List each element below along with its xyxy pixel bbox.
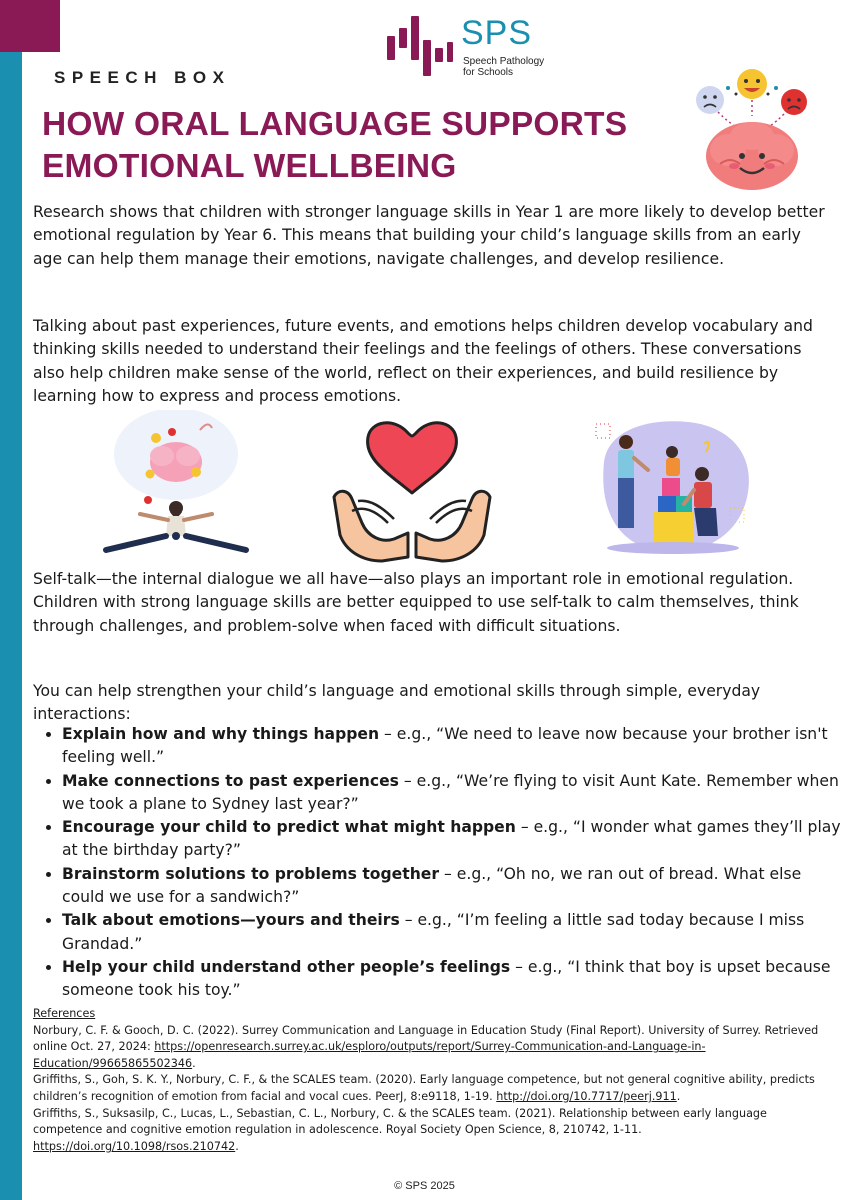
side-accent-bar (0, 0, 22, 1200)
tips-intro-paragraph: You can help strengthen your child’s language and emotional skills through simple, everyday interactions: (33, 682, 761, 724)
tips-list (42, 723, 842, 1003)
heart-hands-icon (328, 415, 496, 565)
references-section (33, 1006, 828, 1155)
reference-item: Norbury, C. F. & Gooch, D. C. (2022). Surrey Communication and Language in Education Study (Final Report). University of Surrey. Retrieved online Oct. 27, 2024: https://openresearch.surrey.ac.uk/esploro/outputs/report/Surrey-Communication-and-Language-in-Education/99665865502346. (33, 1023, 819, 1070)
list-item: • Brainstorm solutions to problems together – e.g., “Oh no, we ran out of bread. What else could we use for a sandwich?” (62, 863, 842, 910)
logo-bars-icon (385, 14, 455, 76)
intro-paragraph: Research shows that children with stronger language skills in Year 1 are more likely to develop better emotional regulation by Year 6. This means that building your child’s language skills from an early age can help them manage their emotions, navigate challenges, and develop resilience. (33, 203, 825, 268)
list-item: • Explain how and why things happen – e.g., “We need to leave now because your brother isn't feeling well.” (62, 723, 842, 770)
brain-icon (680, 64, 820, 194)
list-item: • Encourage your child to predict what might happen – e.g., “I wonder what games they’ll play at the birthday party?” (62, 816, 842, 863)
self-talk-paragraph: Self-talk—the internal dialogue we all have—also plays an important role in emotional regulation. Children with strong language skills are better equipped to use self-talk to calm themselves, think through challenges, and problem-solve when faced with difficult situations. (33, 570, 799, 635)
list-item: • Talk about emotions—yours and theirs – e.g., “I’m feeling a little sad today because I miss Grandad.” (62, 909, 842, 956)
meditation-icon (100, 410, 250, 560)
sps-logo (385, 10, 555, 80)
reference-link[interactable]: https://doi.org/10.1098/rsos.210742 (33, 1139, 236, 1153)
kicker-label: SPEECH BOX (54, 68, 231, 87)
family-blocks-icon (588, 412, 758, 560)
reference-link[interactable]: http://doi.org/10.7717/peerj.911 (496, 1089, 677, 1103)
footer-copyright: © SPS 2025 (394, 1180, 455, 1192)
list-item: • Help your child understand other people’s feelings – e.g., “I think that boy is upset because someone took his toy.” (62, 956, 842, 1003)
conversations-paragraph: Talking about past experiences, future events, and emotions helps children develop vocabulary and thinking skills needed to understand their feelings and the feelings of others. These conversations also help children make sense of the world, reflect on their experiences, and build resilience by learning how to express and process emotions. (33, 317, 813, 405)
reference-item: Griffiths, S., Suksasilp, C., Lucas, L., Sebastian, C. L., Norbury, C. & the SCALES team. (2021). Relationship between early language competence and cognitive emotion regulation in adolescence. Royal Society Open Science, 8, 210742, 1-11. https://doi.org/10.1098/rsos.210742. (33, 1106, 767, 1153)
logo-subtitle: Speech Pathology for Schools (463, 56, 545, 78)
logo-name: SPS (461, 14, 533, 52)
page-title: HOW ORAL LANGUAGE SUPPORTS EMOTIONAL WELLBEING (42, 106, 628, 185)
list-item: • Make connections to past experiences – e.g., “We’re flying to visit Aunt Kate. Remember when we took a plane to Sydney last year?” (62, 770, 842, 817)
corner-accent-block (0, 0, 60, 52)
reference-link[interactable]: https://openresearch.surrey.ac.uk/esploro/outputs/report/Surrey-Communication-and-Language-in-Education/99665865502346 (33, 1040, 706, 1070)
reference-item: Griffiths, S., Goh, S. K. Y., Norbury, C. F., & the SCALES team. (2020). Early language competence, but not general cognitive ability, predicts children’s recognition of emotion from facial and vocal cues. PeerJ, 8:e9118, 1-19. http://doi.org/10.7717/peerj.911. (33, 1073, 815, 1103)
references-heading: References (33, 1007, 96, 1020)
